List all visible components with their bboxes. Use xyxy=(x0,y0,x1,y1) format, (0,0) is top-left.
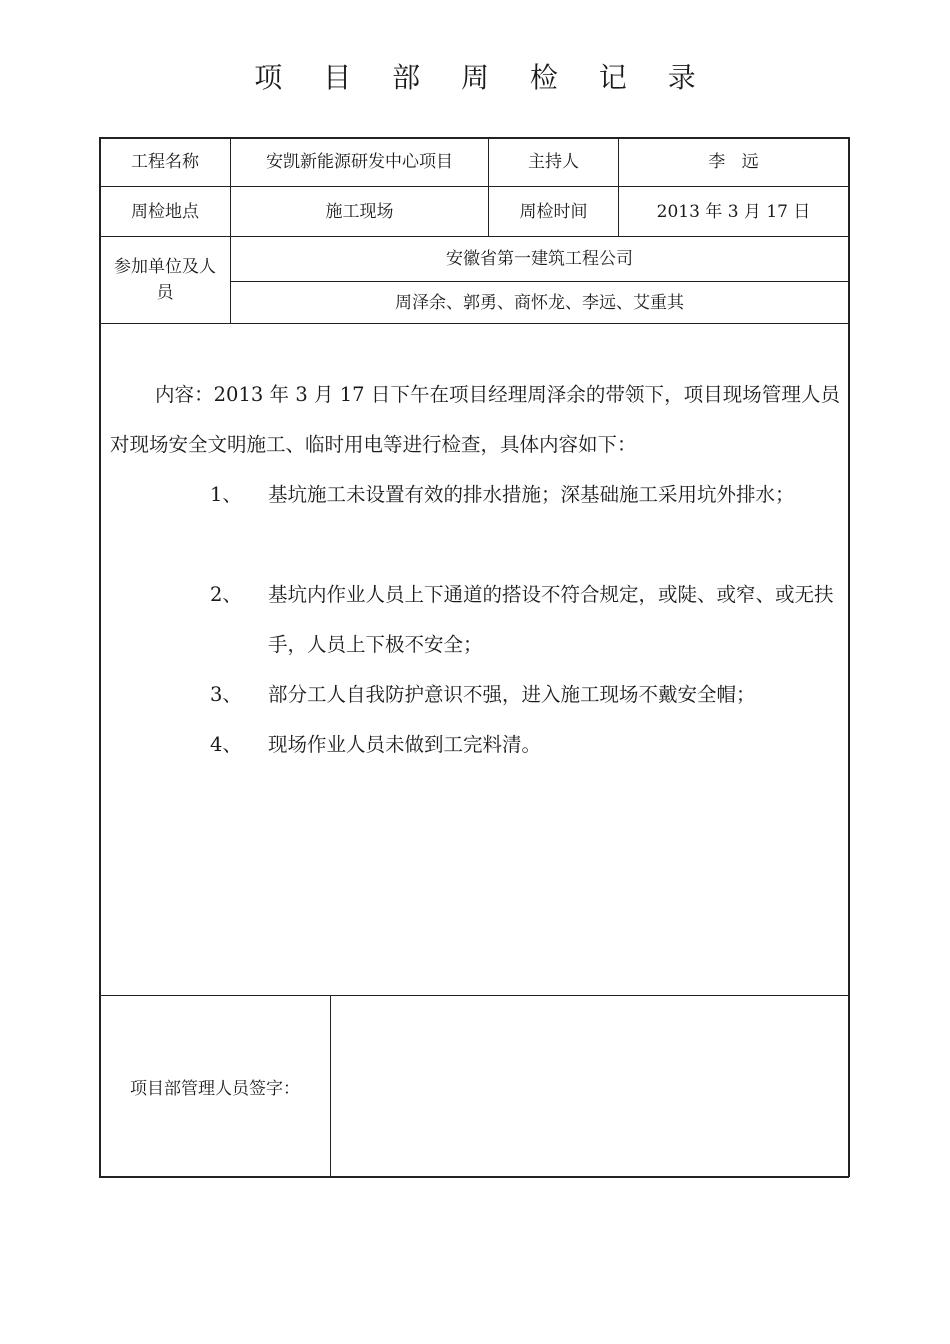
location-value: 施工现场 xyxy=(325,201,394,222)
host-value: 李 远 xyxy=(708,151,759,172)
item-number: 4、 xyxy=(210,733,242,756)
item-number: 1、 xyxy=(210,483,242,506)
participants-people: 周泽余、郭勇、商怀龙、李远、艾重其 xyxy=(395,292,684,313)
time-label: 周检时间 xyxy=(519,201,588,222)
item-number: 2、 xyxy=(210,583,242,606)
list-item: 现场作业人员未做到工完料清。 xyxy=(268,733,542,756)
list-item: 基坑施工未设置有效的排水措施；深基础施工采用坑外排水； xyxy=(268,483,795,506)
signature-field[interactable] xyxy=(332,997,847,1175)
content-intro: 内容：2013 年 3 月 17 日下午在项目经理周泽余的带领下，项目现场管理人员对现场安全文明施工、临时用电等进行检查，具体内容如下： xyxy=(110,383,840,456)
project-name-value: 安凯新能源研发中心项目 xyxy=(266,151,453,172)
time-value: 2013 年 3 月 17 日 xyxy=(656,201,811,222)
participants-label: 参加单位及人员 xyxy=(114,257,216,303)
page-title: 项 目 部 周 检 记 录 xyxy=(254,61,712,94)
participants-unit: 安徽省第一建筑工程公司 xyxy=(446,249,633,269)
project-name-label: 工程名称 xyxy=(131,151,199,172)
location-label: 周检地点 xyxy=(131,201,199,222)
item-number: 3、 xyxy=(210,683,242,706)
list-item: 部分工人自我防护意识不强，进入施工现场不戴安全帽； xyxy=(268,683,756,706)
signature-label: 项目部管理人员签字： xyxy=(130,1078,300,1099)
host-label: 主持人 xyxy=(528,151,579,172)
list-item: 基坑内作业人员上下通道的搭设不符合规定，或陡、或窄、或无扶手，人员上下极不安全； xyxy=(268,583,834,656)
